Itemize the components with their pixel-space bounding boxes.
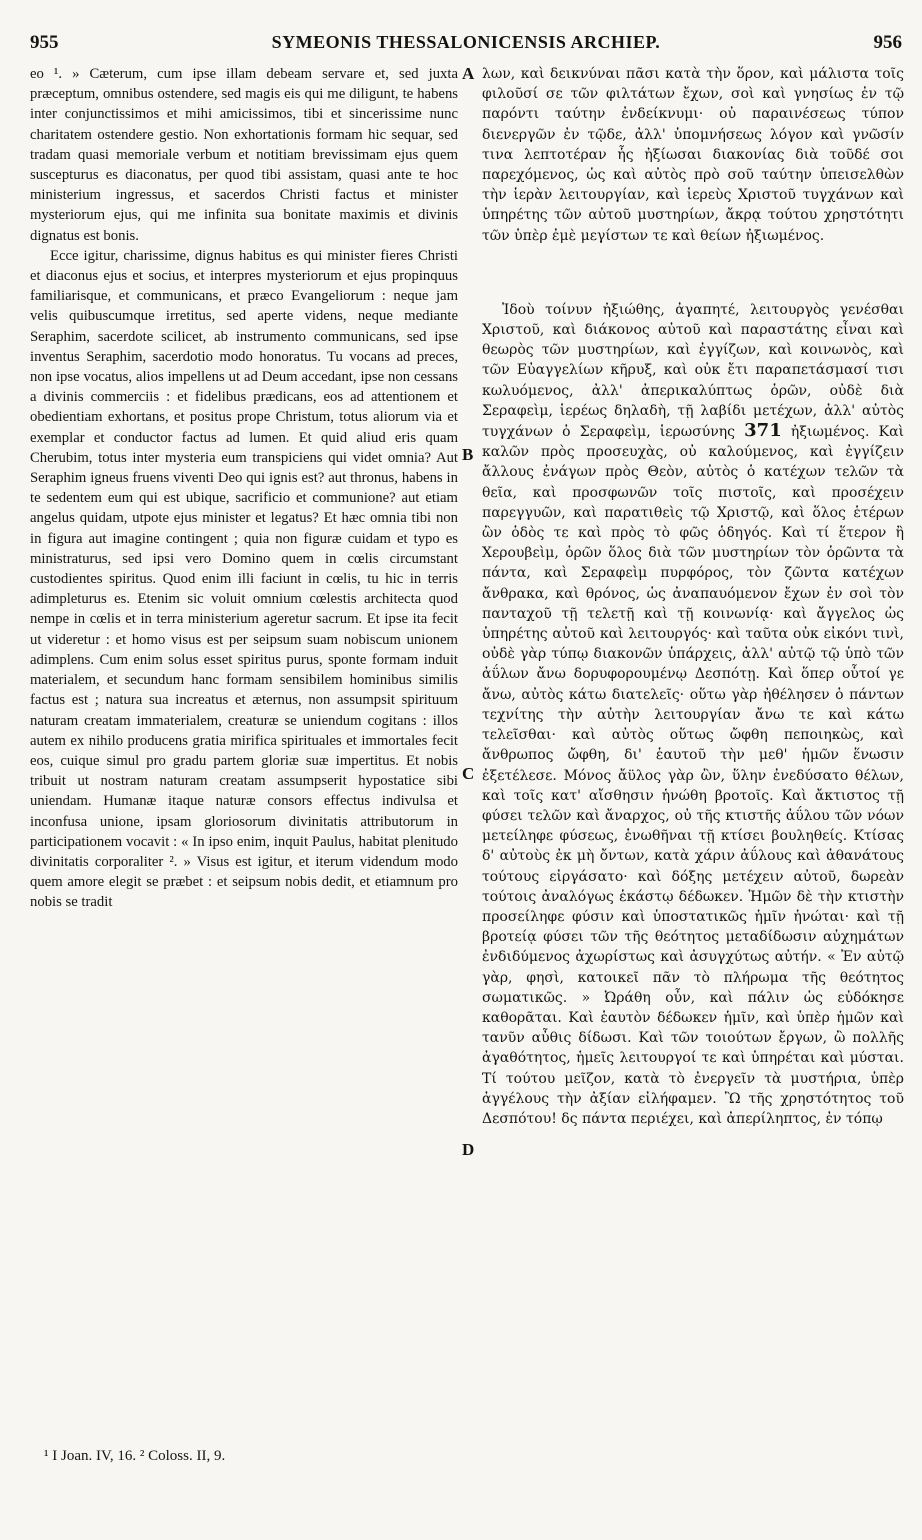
greek-paragraph-1: λων, καὶ δεικνύναι πᾶσι κατὰ τὴν ὅρον, καὶ μάλιστα τοῖς φιλοῦσί σε τῶν φιλτάτων ἔχων, σοὶ καὶ γνησίως ἐν τῷ παρόντι ταύτην ἐνδείκνυμι· οὐ παραινέσεως τύπον διενεργῶν ἐν τῷδε, ἀλλ' ὑπομνήσεως λόγον καὶ γνῶσίν τινα λεπτοτέραν ἧς ἠξίωσαι διακονίας διὰ τοῦδέ σοι παρεχόμενος, ὡς καὶ αὐτὸς πρὸ σοῦ ταύτην ὑπεισελθὼν τὴν ἱερὰν λειτουργίαν, καὶ ἱερεὺς Χριστοῦ τυγχάνων καὶ ὑπηρέτης τῶν αὐτοῦ μυστηρίων, ἄκρᾳ τούτου χρηστότητι τῶν ὑπὲρ ἐμὲ μεγίστων τε καὶ θείων ἠξιωμένος. [482, 66, 904, 244]
greek-paragraph-2 [482, 300, 904, 1129]
section-marker-a: A [462, 64, 475, 83]
right-page-number: 956 [873, 32, 902, 53]
latin-paragraph-1: eo ¹. » Cæterum, cum ipse illam debeam servare et, sed juxta præceptum, omnibus ostendere, sed magis eis qui me diligunt, te habens inter conjunctissimos et mihi amicissimos, tibi et sincerissime nunc charitatem ostendere gestio. Non exhortationis formam hic sequar, sed tradam quasi memoriale verbum et notitiam brevissimam ejus quem suscepturus es diaconatus, per quod tibi assistam, quasi ante te hoc ministerium ingressus, et sacerdos Christi factus et minister mysteriorum ejus, qui me infinita sua bonitate maximis et divinis dignatus est bonis. [30, 66, 458, 244]
section-marker-b: B [462, 445, 474, 464]
section-marker-c: C [462, 764, 475, 783]
page-header [30, 32, 902, 58]
column-number: 371 [744, 420, 782, 442]
running-title: SYMEONIS THESSALONICENSIS ARCHIEP. [271, 32, 661, 52]
latin-paragraph-2: Ecce igitur, charissime, dignus habitus es qui minister fieres Christi et diaconus ejus et socius, et interpres mysteriorum et ejus propinquus familiarisque, et communicans, et præco Evangeliorum : neque jam velis quibuscumque irretitus, sed aperte videns, neque mediante Seraphim, sacerdote scilicet, ab instrumento communicans, sed ipse inventus Seraphim, sacerdotio modo honoratus. Tu vocans ad preces, non ipse vocatus, alios impellens ut ad Deum accedant, ipse non cessans a divinis commerciis : et fidelibus prædicans, eos ad attentionem et obedientiam exhortans, et positus prope Christum, totus aliorum via et exemplar et conductor factus ad lumen. Et quid aliud eris quam Cherubim, totus inter mysteria eum transpiciens qui videt omnia? Aut Seraphim igneus fruens viventi Deo qui ignis est? aut thronus, habens in te sedentem eum qui est ubique, sacrificio et communione? aut etiam angelus quidam, utpote ejus minister et legatus? Et hæc omnia tibi non in figura aut imagine contingent ; quia non figuræ cuidam et typo es ministraturus, sed ipsi vero Domino quem in cœlis circumstant custodientes spiritus. Quod enim illi faciunt in cœlis, tu hic in terris adimpleturus es. Etenim sic voluit omnium cœlestis architecta quod nempe in cœlis et in terra ministerium ageretur sacrum. Et ipse ita fecit ut videretur : et homo visus est per seipsum suam nobiscum unionem adimplens. Cum enim solus esset spiritus purus, sponte formam induit materialem, et secundum hanc formam sensibilem hominibus similis factus est ; natura sua increatus et æternus, non assumpsit spirituum naturam creatam immaterialem, creaturæ se uniendum cogitans : illos autem ex nihilo producens gratia mirifica spirituales et immortales fecit eos, cuique simul pro gradu partem gloriæ suæ impertitus. Et nobis tribuit ut nostram naturam creatam assumpserit hypostatice sibi uniendam. Humanæ itaque naturæ consors effectus indivulsa et inconfusa unione, ipsam gloriosorum divinitatis attributorum in participationem vocavit : « In ipso enim, inquit Paulus, habitat plenitudo divinitatis corporaliter ². » Visus est igitur, et iterum videndum modo quem amore elegit se præbet : et seipsum nobis dedit, et etiamnum pro nobis se tradit [30, 247, 458, 911]
greek-paragraph-2b: ἠξιωμένος. Καὶ καλῶν πρὸς προσευχὰς, οὐ καλούμενος, καὶ ἐγγίζειν ἄλλους ἐνάγων πρὸς Θεὸν, αὐτὸς ὁ κατέχων τελῶν τὰ θεῖα, καὶ προσφωνῶν τοῖς πιστοῖς, καὶ προσέχειν παρεγγυῶν, καὶ παρατιθεὶς τῷ Χριστῷ, καὶ ὅλος ἑτέρων ὢν ὁδὸς τε καὶ πρὸς τὸ φῶς ὁδηγός. Καὶ τί ἕτερον ἢ Χερουβεὶμ, ὁρῶν ὅλος διὰ τῶν μυστηρίων τὸν ὁρῶντα τὰ πάντα, καὶ Σεραφεὶμ πυρφόρος, τὸν ζῶντα κατέχων ἄνθρακα, καὶ θρόνος, ὡς ἀναπαυόμενον ἔχων ἐν σοὶ τὸν πανταχοῦ τῇ τελετῇ καὶ τῇ κοινωνίᾳ· καὶ ἄγγελος ὡς ὑπηρέτης αὐτοῦ καὶ λειτουργός· καὶ ταῦτα οὐκ εἰκόνι τινὶ, οὐδὲ γὰρ τύπῳ διακονῶν ὑπάρχεις, ἀλλ' αὐτῷ τῷ ὑπὸ τῶν ἀΰλων ἄνω δορυφορουμένῳ Δεσπότῃ. Καὶ ὅπερ οὗτοί γε ἄνω, αὐτὸς κάτω διατελεῖς· οὕτω γὰρ ἠθέλησεν ὁ πάντων τεχνίτης τὴν αὐτὴν λειτουργίαν ἄνω τε καὶ κάτω τελεῖσθαι· καὶ αὐτὸς οὕτως ὤφθη πεποιηκὼς, καὶ ἄνθρωπος ὤφθη, δι' ἑαυτοῦ τὴν μεθ' ἡμῶν ἕνωσιν ἐξετέλεσε. Μόνος ἄϋλος γὰρ ὢν, ὕλην ἐνεδύσατο θέλων, καὶ τοῖς κατ' αἴσθησιν ἡνώθη βροτοῖς. Καὶ ἄκτιστος τῇ φύσει τελῶν καὶ ἄναρχος, οὐ τῆς κτιστῆς ἀΰλου τῶν νόων μετείληφε φύσεως, ἑνωθῆναι τῇ κτίσει βουληθείς. Κτίσας δ' αὐτοὺς ἐκ μὴ ὄντων, κατὰ χάριν ἀΰλους καὶ ἀθανάτους τούτους εἰργάσατο· καὶ δόξης μετέχειν αὐτοῦ, δωρεὰν τούτοις ἀναλόγως ἑκάστῳ δέδωκεν. Ἡμῶν δὲ τὴν κτιστὴν προσείληφε φύσιν καὶ ὑποστατικῶς ἡμῖν ἡνώται· καὶ τῇ βροτείᾳ φύσει τῶν τῆς θεότητος μεταδίδωσιν αὐχημάτων ἐνδιδύμενος ἀχωρίστως καὶ ἀσυγχύτως αὐτήν. « Ἐν αὐτῷ γὰρ, φησὶ, κατοικεῖ πᾶν τὸ πλήρωμα τῆς θεότητος σωματικῶς. » Ὠράθη οὖν, καὶ πάλιν ὡς εὐδόκησε καθορᾶται. Καὶ ἑαυτὸν δέδωκεν ἡμῖν, καὶ ὑπὲρ ἡμῶν καὶ τανῦν αὖθις δίδωσι. Καὶ τῶν τοιούτων ἔργων, ὢ πολλῆς ἀγαθότητος, ἡμεῖς λειτουργοί τε καὶ ὑπηρέται καὶ μύσται. Τί τούτου μεῖζον, κατὰ τὸ ἐνεργεῖν τὰ μυστήρια, ὑπὲρ ἀγγέλους τὴν ἀξίαν εἰλήφαμεν. Ὢ τῆς χρηστότητος τοῦ Δεσπότου! δς πάντα περιέχει, καὶ ἀπερίληπτος, ἐν τόπῳ [482, 424, 905, 1127]
footnotes: ¹ I Joan. IV, 16. ² Coloss. II, 9. [44, 1448, 226, 1464]
greek-paragraph-2a: Ἰδοὺ τοίνυν ἠξιώθης, ἀγαπητέ, λειτουργὸς γενέσθαι Χριστοῦ, καὶ διάκονος αὐτοῦ καὶ παραστάτης εἶναι καὶ θεωρὸς τῶν μυστηρίων, καὶ ἐγγίζων, καὶ κοινωνὸς, καὶ τῶν Εὐαγγελίων κῆρυξ, καὶ οὐκ ἔτι παραπετάσμασί τισι κωλυόμενος, ἀλλ' ἀπερικαλύπτως ὁρῶν, οὐδὲ διὰ Σεραφεὶμ, ἱερέως δηλαδὴ, τῇ λαβίδι μετέχων, ἀλλ' αὐτὸς τυγχάνων ὁ Σεραφεὶμ, ἱερωσύνης [482, 301, 904, 441]
left-page-number: 955 [30, 32, 59, 53]
section-marker-d: D [462, 1140, 475, 1159]
greek-column [482, 64, 904, 1129]
latin-column [30, 64, 458, 913]
